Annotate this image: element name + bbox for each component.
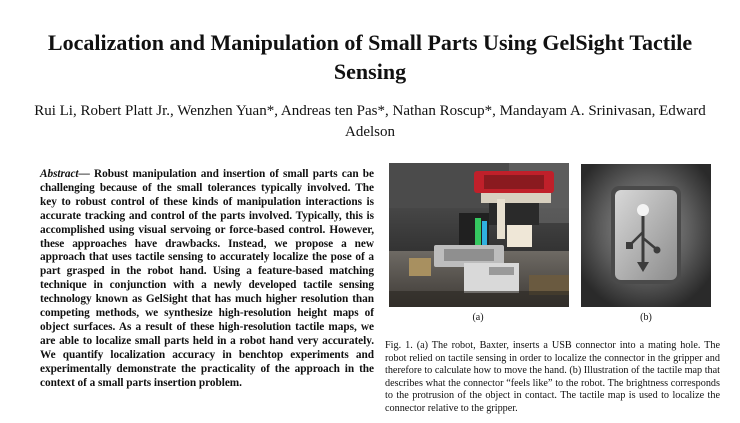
figure-caption: Fig. 1. (a) The robot, Baxter, inserts a USB connector into a mating hole. The robot relied on tactile sensing in order to localize the connector in the gripper and therefore to calculate how to move the hand. (b) Illustration of the tactile map that describes what the connector “feels like” to the robot. The brightness corresponds to the protrusion of the object in contact. The tactile map is used to localize the connector relative to the gripper. — [385, 340, 720, 414]
author-list: Rui Li, Robert Platt Jr., Wenzhen Yuan*, Andreas ten Pas*, Nathan Roscup*, Mandayam A. Srinivasan, Edward Adelson — [34, 103, 706, 140]
abstract-lead: Abstract — [40, 168, 79, 180]
figure-label-a: (a) — [472, 312, 484, 323]
paper-title: Localization and Manipulation of Small Parts Using GelSight Tactile Sensing — [47, 30, 693, 84]
figure-label-b: (b) — [640, 312, 652, 323]
abstract-body: — Robust manipulation and insertion of small parts can be challenging because of the small tolerances typically involved. The key to robust control of these kinds of manipulation interactions is accurate tracking and control of the parts involved. Typically, this is accomplished using visual servoing or force-based control. However, these approaches have drawbacks. Instead, we propose a new approach that uses tactile sensing to accurately localize the pose of a part grasped in the robot hand. Using a feature-based matching technique in conjunction with a newly developed tactile sensing technology known as GelSight that has much higher resolution than competing methods, we synthesize high-resolution height maps of object surfaces. As a result of these high-resolution tactile maps, we are able to localize small parts held in a robot hand very accurately. We quantify localization accuracy in benchtop experiments and experimentally demonstrate the practicality of the approach in the context of a small parts insertion problem. — [40, 168, 374, 389]
tactile-map-image — [581, 164, 711, 307]
abstract — [40, 168, 374, 391]
robot-photo — [389, 163, 569, 307]
